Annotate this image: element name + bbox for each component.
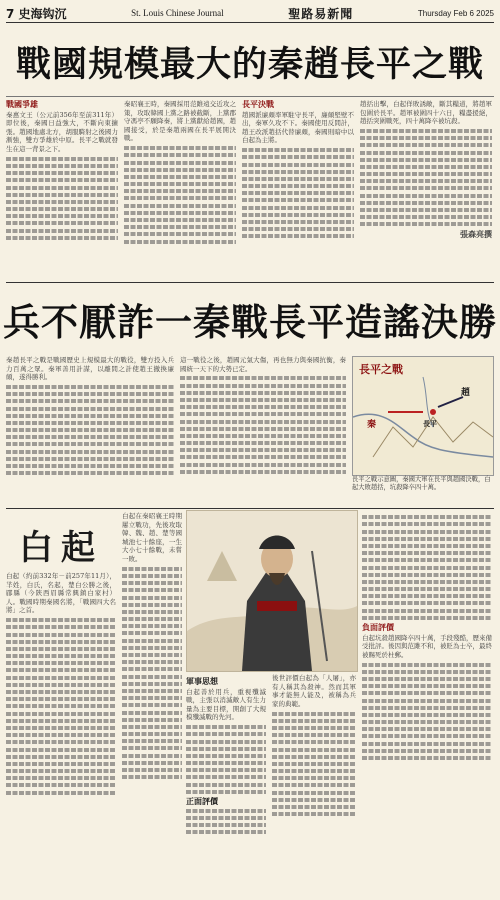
article1-col3-text: 趙國派廉頗率軍駐守長平，廉頗堅壁不出，秦軍久攻不下。秦國使用反間計，趙王改派趙括代替廉頗，秦國則暗中以白起為主將。 [242, 110, 354, 145]
paper-brand: 聖路易新聞 [288, 6, 354, 21]
article3-col4-text: 後世評價白起為「人屠」，亦有人稱其為殺神。然而其軍事才能無人能及，被稱為兵家的典範。 [272, 674, 356, 708]
article1-col4 [360, 100, 492, 280]
map-label-changping: 長平 [423, 419, 437, 428]
portrait-illustration [187, 511, 357, 671]
headline-divider [6, 96, 494, 97]
headline-baiqi: 白起 [19, 527, 103, 568]
article3-col2 [122, 512, 182, 894]
article1-col2-text: 秦昭襄王時，秦國採用范雎遠交近攻之策，攻取韓國上黨之路被截斷，上黨郡守馮亭不願降秦，將上黨獻給趙國，趙國接受，於是秦趙兩國在長平展開決戰。 [124, 100, 236, 143]
map-graphic [353, 357, 493, 475]
article2-col1 [6, 356, 174, 508]
page-header [6, 4, 494, 23]
section-divider-1 [6, 282, 494, 283]
general-portrait [186, 510, 358, 672]
article3-col2-text: 白起在秦昭襄王時期屢立戰功，先後攻取韓、魏、趙、楚等國城池七十餘座，一生大小七十餘戰，未嘗一敗。 [122, 512, 182, 563]
headline-changping: 戰國規模最大的秦趙長平之戰 [15, 44, 484, 85]
map-label-zhao: 趙 [461, 388, 471, 398]
section-divider-2 [6, 508, 494, 509]
article1-col1-subhead: 戰國爭雄 [6, 100, 38, 109]
article1-col4-text: 趙括出擊，白起佯敗誘敵，斷其糧道，將趙軍包圍於長平。趙軍被圍四十六日，糧盡援絕，趙括突圍戰死，四十萬降卒被坑殺。 [360, 100, 492, 126]
article1-byline: 張森亮撰 [460, 228, 492, 239]
article3-col5 [362, 512, 492, 894]
article3-col5-text: 白起坑殺趙國降卒四十萬，手段殘酷，歷來備受批評。後因與范雎不和，被貶為士卒，最終被賜死於杜郵。 [362, 633, 492, 659]
article2-col2 [180, 356, 346, 508]
map-title: 長平之戰 [359, 363, 403, 376]
article3-col3 [186, 674, 266, 894]
article3-right-heading: 負面評價 [362, 622, 394, 632]
article3-col1 [6, 572, 116, 894]
battle-map [352, 356, 494, 476]
article1-col3-subhead: 長平決戰 [242, 100, 274, 109]
map-label-qin: 秦 [367, 420, 377, 430]
article1-col3 [242, 100, 354, 280]
issue-date: Thursday Feb 6 2025 [417, 8, 494, 18]
article1-col2 [124, 100, 236, 280]
article3-col3-text: 白起善於用兵，重視殲滅戰，主張以消滅敵人有生力量為主要目標，開創了大規模殲滅戰的先河。 [186, 687, 266, 722]
article3-col4 [272, 674, 356, 894]
article3-fame-heading: 正面評價 [186, 796, 218, 807]
map-caption: 長平之戰示意圖，秦國大軍在長平與趙國決戰，白起大敗趙括，坑殺降卒四十萬。 [352, 476, 491, 491]
article1-col1 [6, 100, 118, 280]
article3-military-heading: 軍事思想 [186, 676, 218, 686]
page-section: 7 史海钩沉 [6, 6, 67, 21]
article2-col2-text: 這一戰役之後，趙國元氣大傷，再也無力與秦國抗衡，秦國統一天下的大勢已定。 [180, 356, 346, 373]
article1-col1-text: 秦惠文王（公元前356年至前311年）即位後，秦國日益強大，不斷向東擴張。趙國地處北方，胡服騎射之後國力漸強，雙方爭雄於中原。長平之戰就發生在這一背景之下。 [6, 110, 118, 153]
article2-col1-text: 秦趙長平之戰是戰國歷史上規模最大的戰役，雙方投入兵力百萬之眾。秦軍善用計謀，以離間之計使趙王撤換廉頗，遂得勝利。 [6, 356, 174, 382]
paper-name-en: St. Louis Chinese Journal [131, 8, 224, 18]
article3-col1-text: 白起（約前332年－前257年11月），羋姓，白氏，名起，楚白公勝之後，郿縣（今陝西眉縣常興鎮白家村）人。戰國時期秦國名將，「戰國四大名將」之首。 [6, 572, 116, 615]
headline-strategy: 兵不厭詐一秦戰長平造謠決勝 [3, 300, 497, 344]
